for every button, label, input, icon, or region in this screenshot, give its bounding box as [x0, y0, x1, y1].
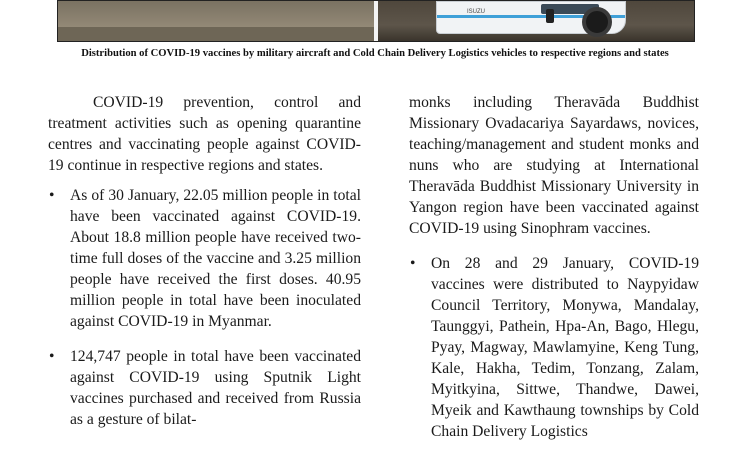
continuation-paragraph: monks including Theravāda Buddhist Missionary Ovadacariya Sayardaws, novices, teaching/management and student monks and nuns who are studying at International Theravāda Buddhist Missionary University in Yangon region have been vaccinated against COVID-19 using Sinophram vaccines. — [409, 94, 699, 237]
right-bullet-list — [409, 253, 699, 442]
truck-badge: ISUZU — [467, 9, 485, 15]
cold-chain-vehicle-photo — [378, 1, 694, 41]
bullet-vaccination-totals: • As of 30 January, 22.05 million people in total have been vaccinated against COVID-19. About 18.8 million people have received two-time full doses of the vaccine and 3.25 million people have received the first doses. 40.95 million people in total have been inoculated against COVID-19 in Myanmar. — [48, 185, 361, 332]
left-bullet-list — [48, 185, 361, 430]
right-column — [409, 92, 699, 442]
bullet-sputnik-light: • 124,747 people in total have been vaccinated against COVID-19 using Sputnik Light vaccines purchased and received from Russia as a gesture of bilat- — [48, 346, 361, 430]
military-aircraft-photo — [58, 1, 374, 41]
photo-caption: Distribution of COVID-19 vaccines by military aircraft and Cold Chain Delivery Logistics vehicles to respective regions and states — [81, 48, 669, 59]
bullet-vaccine-distribution: • On 28 and 29 January, COVID-19 vaccines were distributed to Naypyidaw Council Territory, Monywa, Mandalay, Taunggyi, Pathein, Hpa-An, Bago, Hlegu, Pyay, Magway, Mawlamyine, Keng Tung, Kale, Hakha, Tedim, Tonzang, Zalam, Myitkyina, Sittwe, Thandwe, Dawei, Myeik and Kawthaung townships by Cold Chain Delivery Logistics — [409, 253, 699, 442]
news-photo-strip — [57, 0, 695, 42]
left-column — [48, 92, 361, 430]
runway-ground — [58, 27, 374, 41]
truck-mirror — [546, 9, 554, 23]
intro-paragraph: COVID-19 prevention, control and treatment activities such as opening quarantine centres and vaccinating people against COVID-19 continue in respective regions and states. — [48, 94, 361, 174]
truck-wheel — [582, 7, 612, 37]
